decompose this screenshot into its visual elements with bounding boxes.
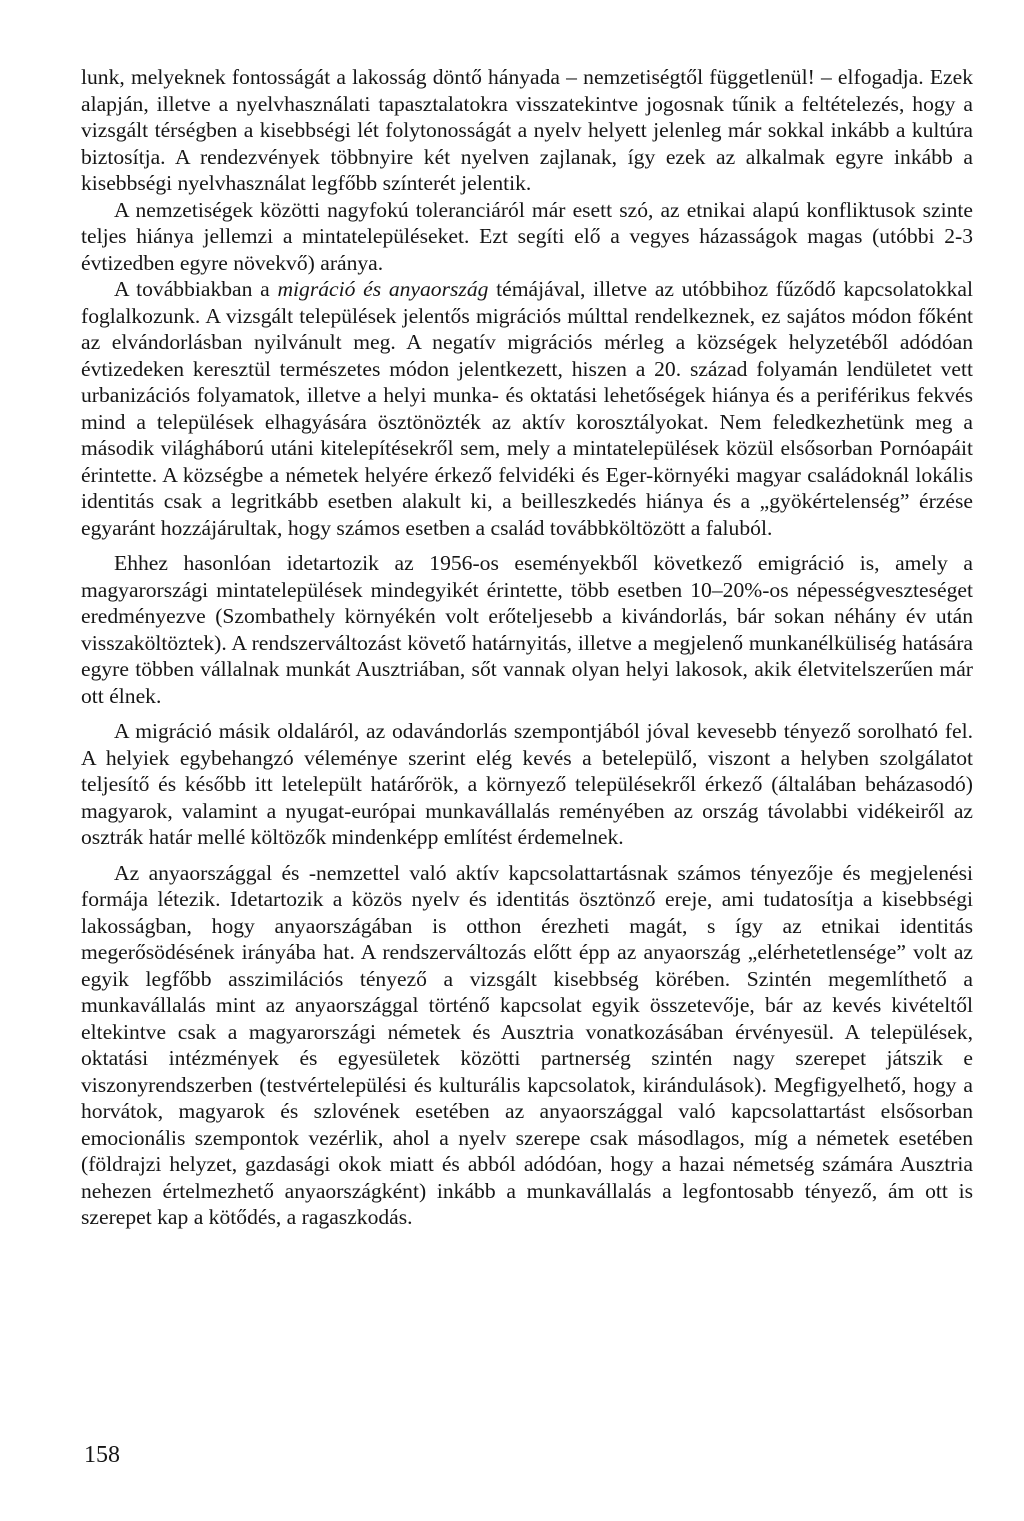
page-number: 158	[84, 1442, 120, 1468]
paragraph-3-italic-term: migráció és anyaország	[277, 277, 489, 301]
paragraph-2: A nemzetiségek közötti nagyfokú toleranciáról már esett szó, az etnikai alapú konfliktusok szinte teljes hiánya jellemzi a mintatelepüléseket. Ezt segíti elő a vegyes házasságok magas (utóbbi 2-3 évtizedben egyre növekvő) aránya.	[81, 197, 973, 275]
paragraph-1: lunk, melyeknek fontosságát a lakosság döntő hányada – nemzetiségtől függetlenül! – elfogadja. Ezek alapján, illetve a nyelvhasználati tapasztalatokra visszatekintve jogosnak tűnik a feltételezés, hogy a vizsgált térségben a kisebbségi lét folytonosságát a nyelv helyett jelenleg már sokkal inkább a kultúra biztosítja. A rendezvények többnyire két nyelven zajlanak, így ezek az alkalmak egyre inkább a kisebbségi nyelvhasználat legfőbb színterét jelentik.	[81, 65, 973, 195]
paragraph-4: Ehhez hasonlóan idetartozik az 1956-os eseményekből következő emigráció is, amely a magyarországi mintatelepülések mindegyikét érintette, több esetben 10–20%-os népességveszteséget eredményezve (Szombathely környékén volt erőteljesebb a kivándorlás, bár sokan néhány év után visszaköltöztek). A rendszerváltozást követő határnyitás, illetve a megjelenő munkanélküliség hatására egyre többen vállalnak munkát Ausztriában, sőt vannak olyan helyi lakosok, akik életvitelszerűen már ott élnek.	[81, 551, 973, 708]
paragraph-3-body: témájával, illetve az utóbbihoz fűződő kapcsolatokkal foglalkozunk. A vizsgált települések jelentős migrációs múlttal rendelkeznek, ez sajátos módon főként az elvándorlásban nyilvánult meg. A negatív migrációs mérleg a községek helyzetéből adódóan évtizedeken keresztül természetes módon jelentkezett, hiszen a 20. század folyamán lendületet vett urbanizációs folyamatok, illetve a helyi munka- és oktatási lehetőségek hiánya és a periférikus fekvés mind a települések elhagyására ösztönözték az aktív korosztályokat. Nem feledkezhetünk meg a második világháború utáni kitelepítésekről sem, mely a mintatelepülések közül elsősorban Pornóapáit érintette. A községbe a németek helyére érkező felvidéki és Eger-környéki magyar családoknál lokális identitás csak a legritkább esetben alakult ki, a beilleszkedés hiánya és a „gyökértelenség” érzése egyaránt hozzájárultak, hogy számos esetben a család továbbköltözött a faluból.	[81, 277, 973, 540]
paragraph-3-lead: A továbbiakban a	[114, 277, 278, 301]
paragraph-5: A migráció másik oldaláról, az odavándorlás szempontjából jóval kevesebb tényező sorolható fel. A helyiek egybehangzó véleménye szerint elég kevés a betelepülő, viszont a helyben szolgálatot teljesítő és később itt letelepült határőrök, a környező településekről érkező (általában beházasodó) magyarok, valamint a nyugat-európai munkavállalás reményében az ország távolabbi vidékeiről az osztrák határ mellé költözők mindenképp említést érdemelnek.	[81, 719, 973, 849]
paragraph-3	[81, 276, 973, 541]
paragraph-6: Az anyaországgal és -nemzettel való aktív kapcsolattartásnak számos tényezője és megjelenési formája létezik. Idetartozik a közös nyelv és identitás ösztönző ereje, ami tudatosítja a kisebbségi lakosságban, hogy anyaországában is otthon érezheti magát, s így az etnikai identitás megerősödésének irányába hat. A rendszerváltozás előtt épp az anyaország „elérhetetlensége” volt az egyik legfőbb asszimilációs tényező a vizsgált kisebbség körében. Szintén megemlíthető a munkavállalás mint az anyaországgal történő kapcsolat egyik összetevője, bár az kevés kivételtől eltekintve csak a magyarországi németek és Ausztria vonatkozásában érvényesül. A települések, oktatási intézmények és egyesületek közötti partnerség szintén nagy szerepet játszik e viszonyrendszerben (testvértelepülési és kulturális kapcsolatok, kirándulások). Megfigyelhető, hogy a horvátok, magyarok és szlovének esetében az anyaországgal való kapcsolattartást elsősorban emocionális szempontok vezérlik, ahol a nyelv szerepe csak másodlagos, míg a németek esetében (földrajzi helyzet, gazdasági okok miatt és abból adódóan, hogy a hazai németség számára Ausztria nehezen értelmezhető anyaországként) inkább a munkavállalás a legfontosabb tényező, ám ott is szerepet kap a kötődés, a ragaszkodás.	[81, 860, 973, 1229]
body-text	[81, 64, 973, 1231]
